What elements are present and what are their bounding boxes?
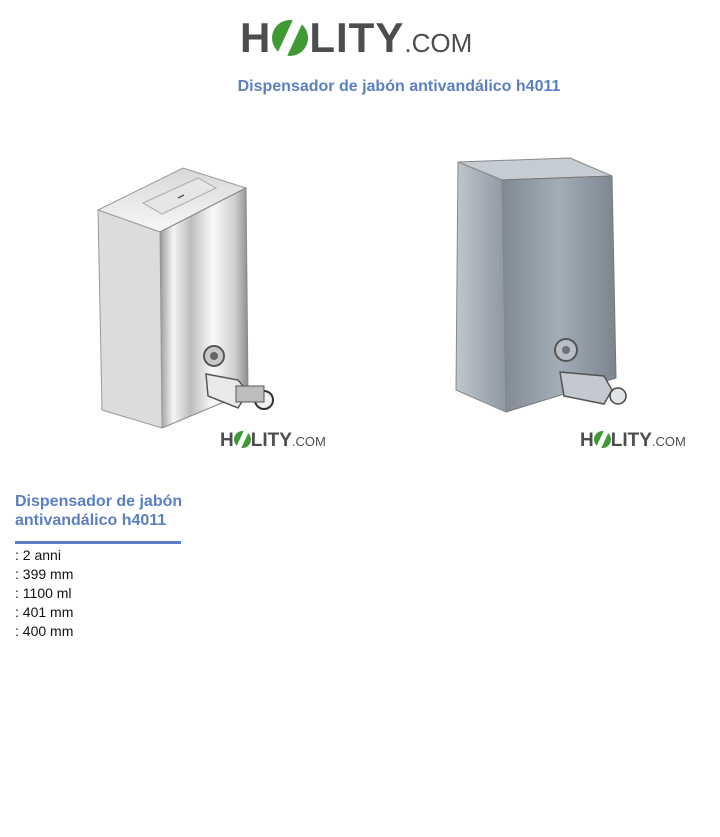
watermark-logo-right: H LITY.COM	[580, 430, 686, 451]
spec-list	[15, 546, 73, 641]
spec-capacity: : 1100 ml	[15, 585, 72, 601]
product-image-satin	[440, 150, 640, 440]
watermark-o-icon	[594, 431, 611, 448]
spec-height: : 399 mm	[15, 566, 74, 582]
page-title: Dispensador de jabón antivandálico h4011	[237, 78, 561, 95]
title-divider	[15, 541, 181, 544]
watermark-o-icon	[234, 431, 251, 448]
product-title: Dispensador de jabón antivandálico h4011	[15, 493, 183, 529]
spec-warranty: : 2 anni	[15, 547, 61, 563]
product-image-chrome	[88, 160, 288, 450]
spec-depth: : 400 mm	[15, 623, 74, 639]
watermark-logo-left: H LITY.COM	[220, 430, 326, 451]
spec-width: : 401 mm	[15, 604, 74, 620]
logo-wordmark: H LITY.COM	[240, 14, 473, 61]
logo-o-icon	[272, 20, 308, 56]
holity-logo[interactable]	[240, 12, 490, 64]
